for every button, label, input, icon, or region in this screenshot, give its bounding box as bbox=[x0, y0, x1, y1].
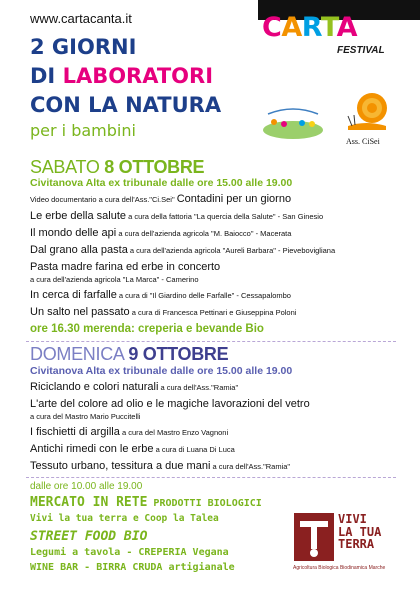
contadini-logo bbox=[262, 102, 324, 140]
sunday-heading: DOMENICA 9 OTTOBRE bbox=[30, 344, 229, 364]
saturday-item: Pasta madre farina ed erbe in concerto bbox=[30, 261, 221, 273]
sunday-item: L'arte del colore ad olio e le magiche lavorazioni del vetro bbox=[30, 398, 310, 410]
saturday-item: Dal grano alla pasta a cura dell'azienda agricola "Aureli Barbara" - Pievebovigliana bbox=[30, 244, 336, 256]
saturday-item-sub: a cura dell'azienda agricola "La Marca" - Camerino bbox=[30, 275, 199, 284]
saturday-item: Il mondo delle api a cura dell'azienda agricola "M. Baiocco" - Macerata bbox=[30, 227, 292, 239]
assoc-label: Ass. CiSei bbox=[346, 137, 380, 146]
section-divider bbox=[26, 341, 396, 342]
sunday-item-sub: a cura del Mastro Mario Puccitelli bbox=[30, 412, 141, 421]
festival-label: FESTIVAL bbox=[337, 45, 385, 56]
street-food-title: STREET FOOD BIO bbox=[30, 529, 148, 544]
legumi-line: Legumi a tavola - CREPERIA Vegana bbox=[30, 547, 229, 558]
market-title: MERCATO IN RETE PRODOTTI BIOLOGICI bbox=[30, 495, 262, 510]
sunday-place: Civitanova Alta ex tribunale dalle ore 15.00 alle 19.00 bbox=[30, 365, 293, 377]
saturday-place: Civitanova Alta ex tribunale dalle ore 15.00 alle 19.00 bbox=[30, 177, 293, 189]
saturday-item: Le erbe della salute a cura della fattoria "La quercia della Salute" - San Ginesio bbox=[30, 210, 324, 222]
title-line-3: CON LA NATURA bbox=[30, 93, 222, 117]
wine-bar-line: WINE BAR - BIRRA CRUDA artigianale bbox=[30, 562, 235, 573]
sunday-item: Tessuto urbano, tessitura a due mani a cura dell'Ass."Ramia" bbox=[30, 460, 291, 472]
saturday-heading: SABATO 8 OTTOBRE bbox=[30, 157, 205, 177]
site-url: www.cartacanta.it bbox=[30, 11, 132, 26]
merenda-note: ore 16.30 merenda: creperia e bevande Bio bbox=[30, 323, 264, 335]
snail-logo bbox=[346, 90, 392, 134]
vivi-logo-tagline: Agricoltura Biologica Biodinamica Marche bbox=[293, 565, 386, 571]
title-line-1: 2 GIORNI bbox=[30, 35, 137, 59]
market-partners: Vivi la tua terra e Coop la Talea bbox=[30, 513, 219, 524]
cartacanta-logo: CARTA bbox=[262, 12, 358, 43]
title-line-2: DI LABORATORI bbox=[30, 64, 214, 88]
vivi-la-tua-terra-logo bbox=[294, 513, 334, 561]
sunday-item: Riciclando e colori naturali a cura dell'Ass."Ramia" bbox=[30, 381, 239, 393]
title-line-4: per i bambini bbox=[30, 121, 136, 140]
sunday-item: Antichi rimedi con le erbe a cura di Luana Di Luca bbox=[30, 443, 235, 455]
saturday-item: In cerca di farfalle a cura di "Il Giardino delle Farfalle" - Cessapalombo bbox=[30, 289, 291, 301]
saturday-item: Video documentario a cura dell'Ass."Ci.Sei" Contadini per un giorno bbox=[30, 193, 292, 205]
vivi-logo-text: VIVI LA TUA TERRA bbox=[338, 512, 382, 552]
section-divider bbox=[26, 477, 396, 478]
saturday-item: Un salto nel passato a cura di Francesca Pettinari e Giuseppina Poloni bbox=[30, 306, 297, 318]
market-hours: dalle ore 10.00 alle 19.00 bbox=[30, 481, 143, 492]
sunday-item: I fischietti di argilla a cura del Mastro Enzo Vagnoni bbox=[30, 426, 229, 438]
